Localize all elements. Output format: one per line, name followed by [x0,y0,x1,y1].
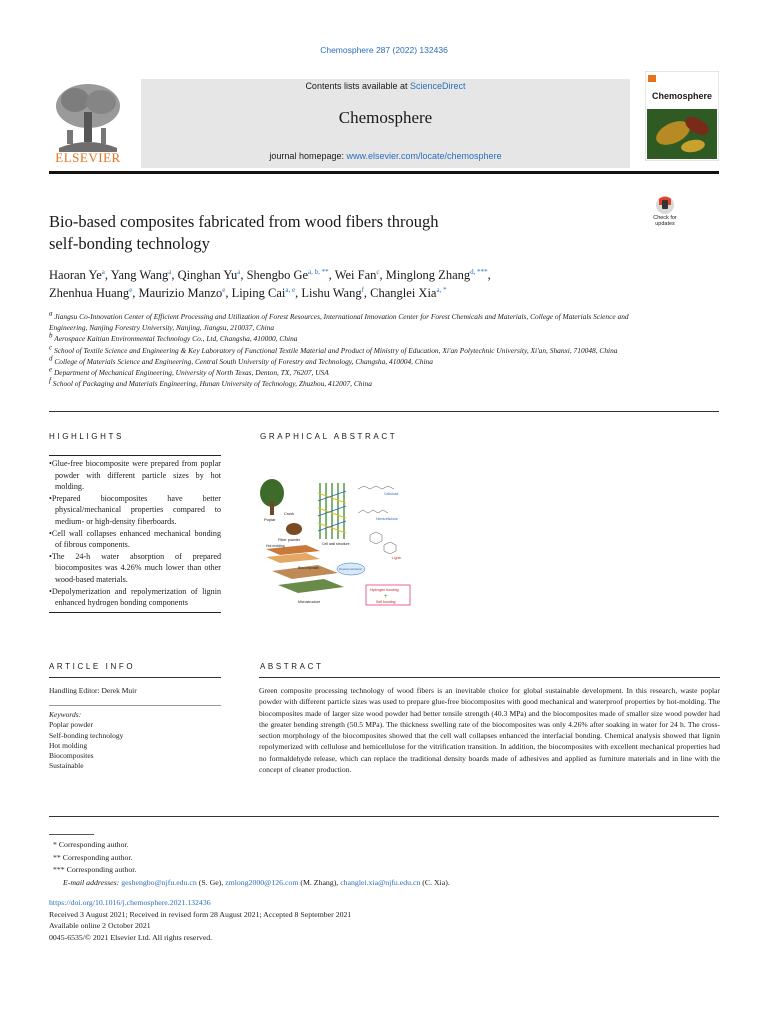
journal-banner [141,79,630,168]
author-name[interactable]: Wei Fan [334,268,377,282]
highlights-list [49,455,221,613]
publisher-name: ELSEVIER [55,150,121,165]
author-name[interactable]: Qinghan Yu [177,268,238,282]
check-updates-icon [646,195,684,215]
author-name[interactable]: Minglong Zhang [385,268,471,282]
abstract-heading: ABSTRACT [260,662,324,671]
article-info-heading: ARTICLE INFO [49,662,136,671]
sciencedirect-link[interactable]: ScienceDirect [410,81,466,91]
author-affiliation-marker[interactable]: a, * [436,285,447,294]
svg-text:Microstructure: Microstructure [298,600,321,604]
check-for-updates-button[interactable]: Check for updates [646,195,684,229]
svg-text:Poplar: Poplar [264,517,276,522]
author-name[interactable]: Shengbo Ge [246,268,309,282]
keyword-item: Sustainable [49,761,84,771]
corresponding-author-3: *** Corresponding author. [53,865,137,875]
affiliation-item: $^b$ Aerospace Kaitian Environmental Technology Co., Ltd, Changsha, 410000, China [49,331,298,344]
graphical-abstract-image[interactable] [258,453,418,608]
svg-text:Lignin: Lignin [392,556,402,560]
keyword-item: Poplar powder [49,720,93,730]
graphical-abstract-figure [258,453,418,608]
svg-text:Fiber powder: Fiber powder [278,538,301,542]
highlight-item: •Cell wall collapses enhanced mechanical bonding of fibrous components. [49,528,221,550]
article-title: Bio-based composites fabricated from wood fibers through self-bonding technology [49,212,439,253]
keyword-item: Biocomposites [49,751,94,761]
svg-text:Depolymerization: Depolymerization [339,567,363,571]
doi-link[interactable]: https://doi.org/10.1016/j.chemosphere.2021.132436 [49,898,211,907]
author-name[interactable]: Lishu Wang [301,286,362,300]
homepage-line: journal homepage: www.elsevier.com/locate/chemosphere [269,151,502,161]
footnotes [53,839,713,890]
svg-text:Cellulose: Cellulose [384,492,399,496]
author-affiliation-marker[interactable]: e [222,285,226,294]
handling-editor: Handling Editor: Derek Muir [49,686,137,695]
highlight-item: •Depolymerization and repolymerization of lignin enhanced hydrogen bonding components [49,586,221,608]
email-link-zhang[interactable]: zmlong2000@126.com [225,878,299,888]
author-affiliation-marker[interactable]: a, e [285,285,296,294]
highlight-item: •Glue-free biocomposite were prepared from poplar powder with different particle sizes by hot molding. [49,459,221,492]
author-name[interactable]: Haoran Ye [49,268,102,282]
affiliation-item: $^a$ Jiangsu Co-Innovation Center of Efficient Processing and Utilization of Forest Resources, International Innovation Center for Forest Chemicals and Materials, College of Materials Science and Engineering, Nanjing Forestry University, Nanjing, Jiangsu, 210037, China [49,309,629,333]
author-affiliation-marker[interactable]: a [168,267,172,276]
abstract-text: Green composite processing technology of wood fibers is an inevitable choice for global sustainable development. In this research, waste poplar powder with different particle sizes was used to prepare glue-free biocomposites with good mechanical and waterproof properties by hot-molding. The biocomposites made of larger size wood powder had better tensile strength (40.3 MPa) and the biocomposites made of smaller size wood powder had the greater bending strength (50.5 MPa). The thickness swelling rate of the biocomposites was only 4.26% after soaking in water for 24 h. The cross-section morphology of the biocomposites showed that the cell wall collapses enhanced the interfacial bonding. Chemical analysis showed that lignin repolymerized with cellulose and hemicellulose for the vitrification transition. In addition, the biocomposites with excellent mechanical properties had no formaldehyde release, which can replace the traditional density boards made of adhesives and applied as furniture materials and in line with the concept of cleaner production. [259,686,720,775]
journal-name: Chemosphere [338,108,433,127]
svg-text:+: + [384,594,388,600]
svg-text:Self bonding: Self bonding [376,600,396,604]
keywords [49,710,221,772]
svg-text:Hydrogen bonding: Hydrogen bonding [370,588,399,592]
svg-text:Crush: Crush [284,512,295,516]
graphical-abstract-heading: GRAPHICAL ABSTRACT [260,432,398,441]
received-dates: Received 3 August 2021; Received in revised form 28 August 2021; Accepted 8 September 2021 [49,909,352,919]
cover-title: Chemosphere [651,91,713,101]
author-affiliation-marker[interactable]: f [361,285,364,294]
author-affiliation-marker[interactable]: c [376,267,380,276]
author-affiliation-marker[interactable]: d, *** [470,267,488,276]
email-line: E-mail addresses: geshengbo@njfu.edu.cn (S. Ge), zmlong2000@126.com (M. Zhang), changlei.xia@njfu.edu.cn (C. Xia). [63,878,450,888]
author-affiliation-marker[interactable]: a, b, ** [308,267,329,276]
author-name[interactable]: Zhenhua Huang [49,286,130,300]
affiliation-item: $^e$ Department of Mechanical Engineering, University of North Texas, Denton, TX, 76207, USA [49,365,329,378]
corresponding-author-2: ** Corresponding author. [53,852,133,862]
email-link-ge[interactable]: geshengbo@njfu.edu.cn [121,878,197,888]
keyword-item: Self-bonding technology [49,730,124,740]
affiliation-item: $^f$ School of Packaging and Materials Engineering, Hunan University of Technology, Zhuzhou, 412007, China [49,376,372,389]
svg-text:Hemicellulose: Hemicellulose [376,517,398,521]
author-name[interactable]: Yang Wang [110,268,169,282]
divider [49,411,719,412]
divider [259,677,720,678]
homepage-link[interactable]: www.elsevier.com/locate/chemosphere [346,151,502,161]
author-affiliation-marker[interactable]: a [237,267,241,276]
email-link-xia[interactable]: changlei.xia@njfu.edu.cn [340,878,421,888]
available-online: Available online 2 October 2021 [49,921,151,930]
keywords-label: Keywords: [49,710,82,719]
svg-text:Hot molding: Hot molding [266,544,285,548]
author-list: Haoran Ye$^a$, Yang Wang$^a$, Qinghan Yu$^a$, Shengbo $Ge^{a, b, **}$, Wei Fan$^c$, Minglong Zhang$^{d, ***}$, Zhenhua Huang$^e$, Maurizio Manzo$^e$, Liping Cai$^{a, e}$, Lishu Wang$^f$, Changlei Xia$^{a, *}$ [49,267,491,300]
elsevier-logo[interactable] [49,78,127,168]
copyright: 0045-6535/© 2021 Elsevier Ltd. All rights reserved. [49,932,213,942]
header-rule [49,171,719,174]
publication-info [49,897,719,943]
journal-cover[interactable] [645,71,719,161]
highlight-item: •The 24-h water absorption of prepared biocomposites was 4.26% much lower than other wood-based materials. [49,551,221,584]
contents-line: Contents lists available at ScienceDirect [305,81,466,91]
footnote-rule [49,834,94,835]
keyword-item: Hot molding [49,740,88,750]
journal-citation[interactable]: Chemosphere 287 (2022) 132436 [320,45,448,55]
affiliation-item: $^c$ School of Textile Science and Engineering & Key Laboratory of Functional Textile Material and Product of Ministry of Education, Xi'an Polytechnic University, Xi'an, Shanxi, 710048, China [49,343,618,355]
affiliation-item: $^d$ College of Materials Science and Engineering, Central South University of Forestry and Technology, Changsha, 410004, China [49,354,433,366]
svg-text:Biocomposite: Biocomposite [298,566,320,570]
highlights-heading: HIGHLIGHTS [49,432,124,441]
divider [49,705,221,706]
divider [49,677,221,678]
author-name[interactable]: Maurizio Manzo [138,286,223,300]
cover-image-icon [645,71,719,161]
highlight-item: •Prepared biocomposites have better physical/mechanical properties compared to medium- or high-density fiberboards. [49,493,221,526]
author-name[interactable]: Liping Cai [231,286,286,300]
corresponding-author-1: * Corresponding author. [53,840,129,849]
svg-text:Cell wall structure: Cell wall structure [322,542,350,546]
affiliations [49,311,649,389]
author-affiliation-marker[interactable]: e [129,285,133,294]
divider [49,816,719,817]
author-affiliation-marker[interactable]: a [101,267,105,276]
author-name[interactable]: Changlei Xia [370,286,437,300]
